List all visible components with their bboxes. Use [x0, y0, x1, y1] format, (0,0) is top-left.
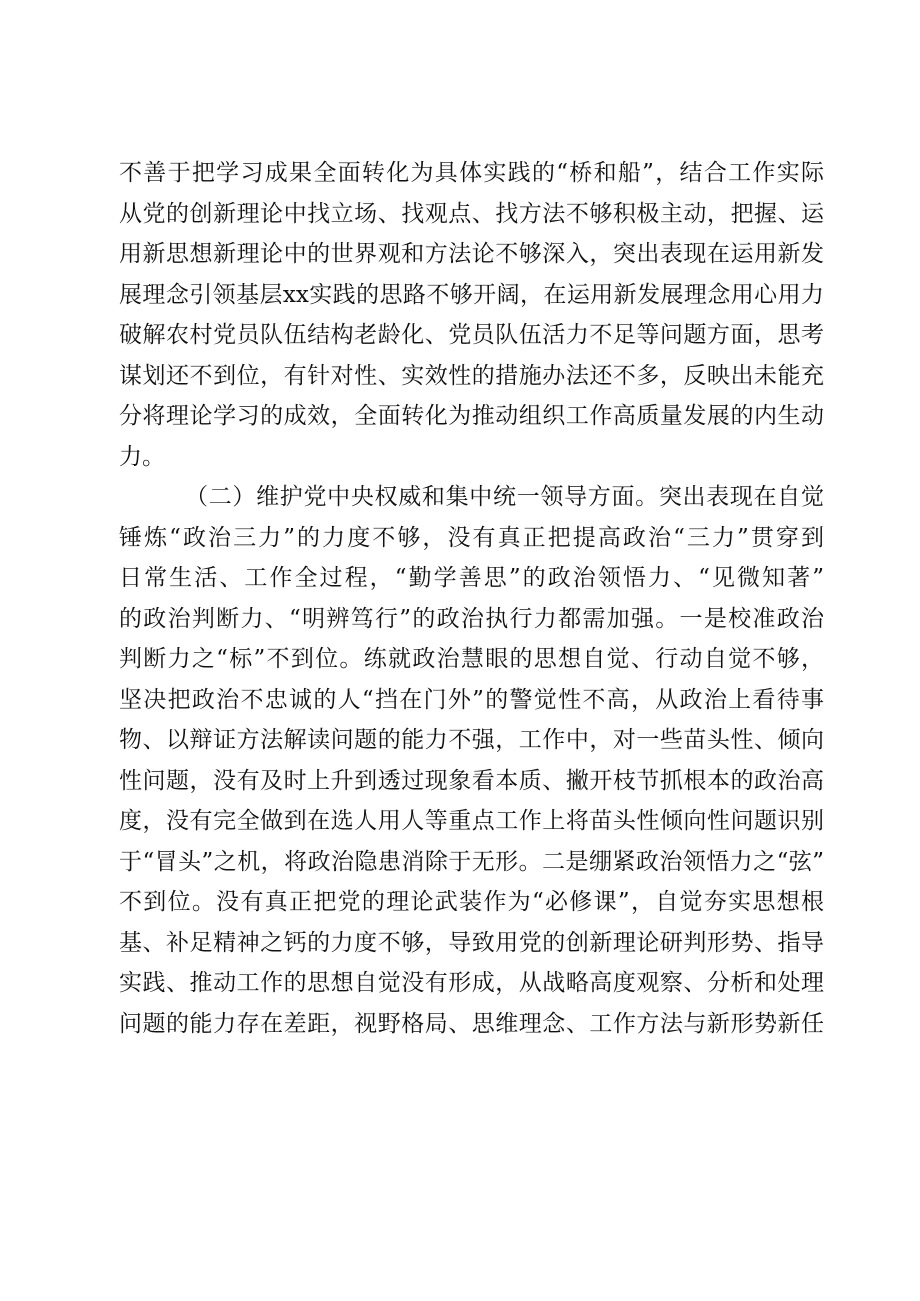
text-line: 不到位。没有真正把党的理论武装作为“必修课”，自觉夯实思想根 [119, 889, 824, 915]
text-line: 从党的创新理论中找立场、找观点、找方法不够积极主动，把握、运 [119, 200, 824, 227]
text-line: 坚决把政治不忠诚的人“挡在门外”的警觉性不高，从政治上看待事 [119, 686, 824, 713]
document-body [119, 153, 824, 1044]
text-line: 锤炼“政治三力”的力度不够，没有真正把提高政治“三力”贯穿到 [119, 524, 824, 551]
text-line: 实践、推动工作的思想自觉没有形成，从战略高度观察、分析和处理 [119, 970, 824, 996]
text-line: 分将理论学习的成效，全面转化为推动组织工作高质量发展的内生动 [119, 403, 824, 429]
text-line: 的政治判断力、“明辨笃行”的政治执行力都需加强。一是校准政治 [119, 605, 824, 632]
text-line: 度，没有完全做到在选人用人等重点工作上将苗头性倾向性问题识别 [119, 808, 824, 834]
text-line: 性问题，没有及时上升到透过现象看本质、撇开枝节抓根本的政治高 [119, 767, 824, 794]
text-line: 日常生活、工作全过程，“勤学善思”的政治领悟力、“见微知著” [119, 565, 824, 591]
paragraph-continuation [119, 153, 824, 477]
text-line: 用新思想新理论中的世界观和方法论不够深入，突出表现在运用新发 [119, 241, 824, 267]
paragraph-section-two [119, 477, 824, 1044]
text-line: 判断力之“标”不到位。练就政治慧眼的思想自觉、行动自觉不够， [119, 646, 824, 672]
text-line: 物、以辩证方法解读问题的能力不强，工作中，对一些苗头性、倾向 [119, 727, 824, 753]
text-line: 问题的能力存在差距，视野格局、思维理念、工作方法与新形势新任 [119, 1010, 824, 1037]
text-line: 展理念引领基层xx实践的思路不够开阔，在运用新发展理念用心用力 [119, 281, 824, 308]
text-line: 基、补足精神之钙的力度不够，导致用党的创新理论研判形势、指导 [119, 929, 824, 956]
text-line: 谋划还不到位，有针对性、实效性的措施办法还不多，反映出未能充 [119, 362, 824, 389]
text-line: 破解农村党员队伍结构老龄化、党员队伍活力不足等问题方面，思考 [119, 322, 824, 348]
text-line: 于“冒头”之机，将政治隐患消除于无形。二是绷紧政治领悟力之“弦” [119, 848, 824, 875]
text-line: 力。 [119, 443, 165, 470]
text-line: 不善于把学习成果全面转化为具体实践的“桥和船”，结合工作实际 [119, 160, 824, 186]
section-heading-line: （二）维护党中央权威和集中统一领导方面。突出表现在自觉 [185, 484, 824, 510]
